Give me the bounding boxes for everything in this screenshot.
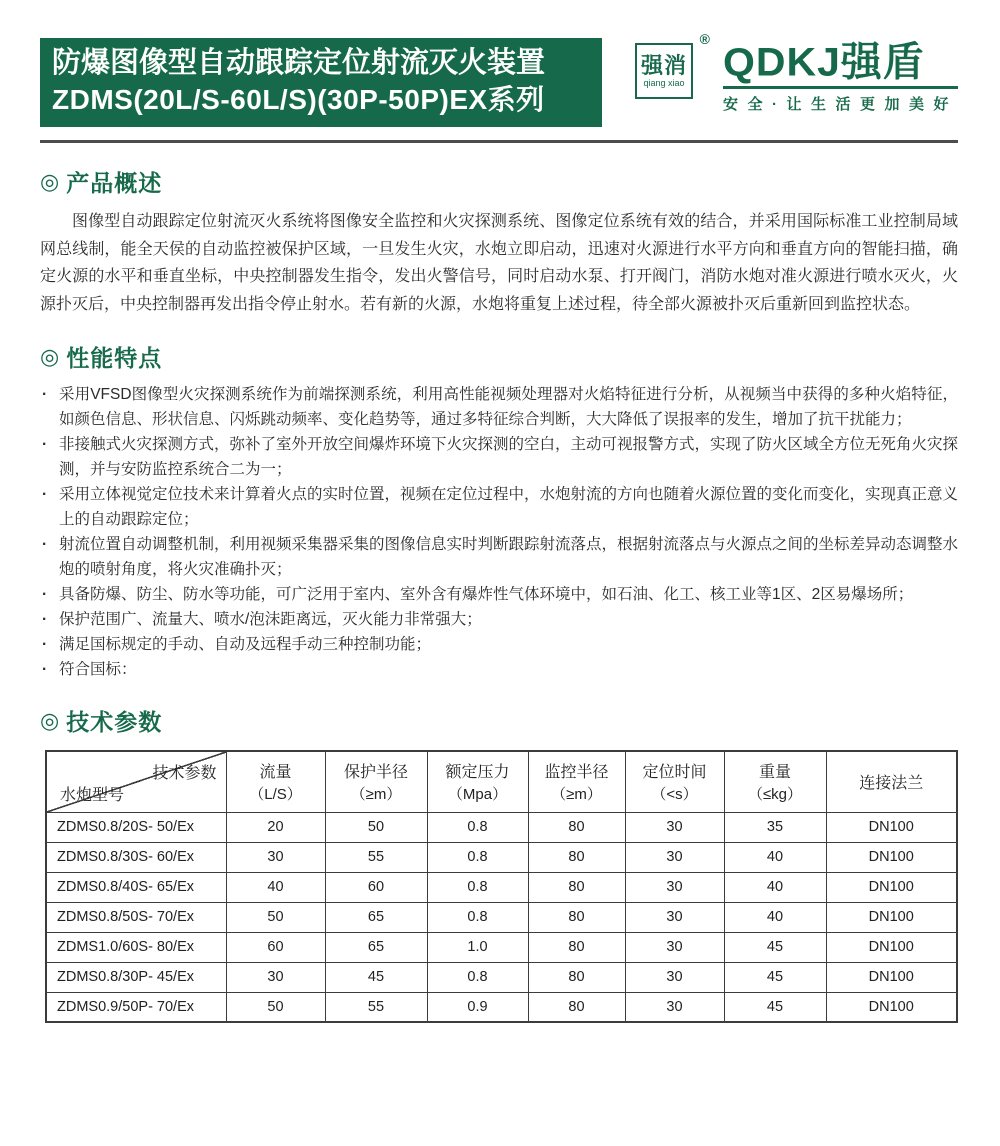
spec-flange-cell: DN100 (826, 812, 957, 842)
overview-section-heading (40, 165, 958, 198)
spec-row (46, 992, 957, 1022)
spec-flow-cell: 40 (226, 872, 325, 902)
spec-weight-cell: 45 (724, 962, 826, 992)
brand-slogan: 安全·让生活更加美好 (723, 96, 958, 113)
spec-column-header (427, 751, 528, 812)
spec-flow-cell: 30 (226, 842, 325, 872)
spec-protect-radius-cell: 45 (325, 962, 427, 992)
bullet-dot-icon: · (42, 486, 48, 503)
feature-item (42, 532, 958, 582)
spec-column-unit: （Mpa） (447, 786, 508, 804)
spec-column-label: 流量 (259, 764, 292, 782)
spec-pressure-cell: 0.9 (427, 992, 528, 1022)
registered-trademark-icon: ® (699, 31, 710, 47)
spec-column-label: 额定压力 (445, 764, 510, 782)
feature-text: 采用VFSD图像型火灾探测系统作为前端探测系统，利用高性能视频处理器对火焰特征进行分析，从视频当中获得的多种火焰特征，如颜色信息、形状信息、闪烁跳动频率、变化趋势等，通过多特征综合判断，大大降低了误报率的发生，增加了抗干扰能力； (59, 386, 958, 428)
spec-row (46, 842, 957, 872)
spec-model-cell: ZDMS1.0/60S- 80/Ex (46, 932, 226, 962)
spec-model-cell: ZDMS0.8/50S- 70/Ex (46, 902, 226, 932)
spec-pressure-cell: 0.8 (427, 812, 528, 842)
spec-corner-top-label: 技术参数 (152, 765, 217, 782)
bullet-dot-icon: · (42, 586, 48, 603)
spec-corner-bottom-label: 水炮型号 (60, 786, 125, 804)
spec-model-cell: ZDMS0.8/30P- 45/Ex (46, 962, 226, 992)
features-section-heading (40, 340, 958, 373)
spec-flow-cell: 20 (226, 812, 325, 842)
spec-pressure-cell: 0.8 (427, 842, 528, 872)
feature-item (42, 582, 958, 607)
spec-position-time-cell: 30 (625, 932, 724, 962)
feature-text: 采用立体视觉定位技术来计算着火点的实时位置，视频在定位过程中，水炮射流的方向也随着火源位置的变化而变化，实现真正意义上的自动跟踪定位； (59, 486, 959, 528)
spec-weight-cell: 45 (724, 932, 826, 962)
spec-weight-cell: 40 (724, 872, 826, 902)
spec-flow-cell: 30 (226, 962, 325, 992)
spec-protect-radius-cell: 55 (325, 842, 427, 872)
feature-text: 非接触式火灾探测方式，弥补了室外开放空间爆炸环境下火灾探测的空白，主动可视报警方式，实现了防火区域全方位无死角火灾探测，并与安防监控系统合二为一； (59, 436, 959, 478)
spec-protect-radius-cell: 65 (325, 902, 427, 932)
feature-text: 具备防爆、防尘、防水等功能，可广泛用于室内、室外含有爆炸性气体环境中，如石油、化工、核工业等1区、2区易爆场所； (59, 586, 914, 603)
feature-item (42, 432, 958, 482)
features-title: 性能特点 (66, 345, 163, 371)
bullet-dot-icon: · (42, 636, 48, 653)
spec-pressure-cell: 0.8 (427, 872, 528, 902)
spec-pressure-cell: 0.8 (427, 962, 528, 992)
bullet-dot-icon: · (42, 661, 48, 678)
spec-pressure-cell: 1.0 (427, 932, 528, 962)
spec-flange-cell: DN100 (826, 962, 957, 992)
spec-flange-cell: DN100 (826, 842, 957, 872)
spec-protect-radius-cell: 60 (325, 872, 427, 902)
spec-table (45, 750, 958, 1023)
bullet-dot-icon: · (42, 536, 48, 553)
page-header (0, 0, 1000, 127)
spec-column-header (826, 751, 957, 812)
spec-monitor-radius-cell: 80 (528, 932, 625, 962)
feature-text: 满足国标规定的手动、自动及远程手动三种控制功能； (59, 636, 432, 653)
spec-pressure-cell: 0.8 (427, 902, 528, 932)
spec-model-cell: ZDMS0.8/20S- 50/Ex (46, 812, 226, 842)
spec-column-header (625, 751, 724, 812)
spec-column-unit: （<s） (651, 786, 698, 804)
product-title-line1: 防爆图像型自动跟踪定位射流灭火装置 (52, 47, 546, 79)
spec-flange-cell: DN100 (826, 932, 957, 962)
feature-item (42, 607, 958, 632)
feature-text: 符合国标： (59, 661, 137, 678)
spec-column-header (724, 751, 826, 812)
spec-model-cell: ZDMS0.8/30S- 60/Ex (46, 842, 226, 872)
spec-column-label: 连接法兰 (859, 774, 924, 792)
spec-protect-radius-cell: 65 (325, 932, 427, 962)
brand-block (635, 31, 958, 114)
spec-monitor-radius-cell: 80 (528, 962, 625, 992)
feature-item (42, 657, 958, 682)
spec-column-unit: （≥m） (350, 786, 402, 804)
feature-text: 保护范围广、流量大、喷水/泡沫距离远，灭火能力非常强大； (59, 611, 482, 628)
spec-column-unit: （≥m） (551, 786, 602, 804)
feature-item (42, 632, 958, 657)
feature-item (42, 482, 958, 532)
spec-weight-cell: 45 (724, 992, 826, 1022)
spec-monitor-radius-cell: 80 (528, 842, 625, 872)
spec-corner-cell (46, 751, 226, 812)
specs-title: 技术参数 (66, 709, 163, 735)
spec-column-header (528, 751, 625, 812)
spec-flange-cell: DN100 (826, 872, 957, 902)
spec-row (46, 932, 957, 962)
spec-row (46, 902, 957, 932)
spec-flow-cell: 50 (226, 902, 325, 932)
spec-weight-cell: 35 (724, 812, 826, 842)
brand-logo (723, 41, 958, 114)
spec-protect-radius-cell: 50 (325, 812, 427, 842)
specs-section-heading (40, 704, 958, 737)
spec-column-label: 监控半径 (544, 764, 609, 782)
spec-position-time-cell: 30 (625, 902, 724, 932)
spec-column-header (325, 751, 427, 812)
spec-monitor-radius-cell: 80 (528, 992, 625, 1022)
spec-position-time-cell: 30 (625, 842, 724, 872)
spec-position-time-cell: 30 (625, 992, 724, 1022)
brand-logo-underline (723, 86, 958, 89)
brand-seal-pinyin: qiang xiao (643, 78, 685, 88)
spec-flow-cell: 50 (226, 992, 325, 1022)
spec-flange-cell: DN100 (826, 992, 957, 1022)
spec-table-wrapper (45, 750, 1000, 1023)
spec-column-unit: （L/S） (249, 786, 302, 804)
header-divider (40, 140, 958, 143)
spec-header-row (46, 751, 957, 812)
section-marker-icon: ◎ (40, 343, 60, 369)
bullet-dot-icon: · (42, 386, 48, 403)
spec-flange-cell: DN100 (826, 902, 957, 932)
spec-row (46, 962, 957, 992)
bullet-dot-icon: · (42, 611, 48, 628)
brand-seal (635, 31, 710, 99)
feature-text: 射流位置自动调整机制，利用视频采集器采集的图像信息实时判断跟踪射流落点，根据射流落点与火源点之间的坐标差异动态调整水炮的喷射角度，将火灾准确扑灭； (59, 536, 959, 578)
spec-model-cell: ZDMS0.9/50P- 70/Ex (46, 992, 226, 1022)
section-marker-icon: ◎ (40, 707, 60, 733)
spec-model-cell: ZDMS0.8/40S- 65/Ex (46, 872, 226, 902)
brand-seal-text: 强消 (640, 53, 687, 78)
spec-flow-cell: 60 (226, 932, 325, 962)
spec-position-time-cell: 30 (625, 872, 724, 902)
product-title-line2: ZDMS(20L/S-60L/S)(30P-50P)EX系列 (52, 84, 545, 115)
overview-paragraph: 图像型自动跟踪定位射流灭火系统将图像安全监控和火灾探测系统、图像定位系统有效的结合，并采用国际标准工业控制局域网总线制，能全天侯的自动监控被保护区域，一旦发生火灾，水炮立即启动，迅速对火源进行水平方向和垂直方向的智能扫描，确定火源的水平和垂直坐标，中央控制器发生指令，发出火警信号，同时启动水泵、打开阀门，消防水炮对准火源进行喷水灭火，火源扑灭后，中央控制器再发出指令停止射水。若有新的火源，水炮将重复上述过程，待全部火源被扑灭后重新回到监控状态。 (40, 213, 958, 313)
overview-title: 产品概述 (66, 170, 163, 196)
spec-column-unit: （≤kg） (747, 786, 803, 804)
spec-position-time-cell: 30 (625, 962, 724, 992)
spec-column-label: 定位时间 (642, 764, 707, 782)
spec-position-time-cell: 30 (625, 812, 724, 842)
spec-column-label: 保护半径 (343, 764, 408, 782)
spec-monitor-radius-cell: 80 (528, 902, 625, 932)
spec-row (46, 872, 957, 902)
spec-monitor-radius-cell: 80 (528, 872, 625, 902)
spec-row (46, 812, 957, 842)
spec-column-header (226, 751, 325, 812)
spec-column-label: 重量 (758, 764, 791, 782)
spec-weight-cell: 40 (724, 902, 826, 932)
bullet-dot-icon: · (42, 436, 48, 453)
features-list (42, 382, 958, 682)
product-title-banner (40, 38, 602, 127)
brand-logo-text: QDKJ强盾 (723, 39, 925, 85)
spec-weight-cell: 40 (724, 842, 826, 872)
section-marker-icon: ◎ (40, 168, 60, 194)
feature-item (42, 382, 958, 432)
spec-monitor-radius-cell: 80 (528, 812, 625, 842)
brand-seal-box (635, 43, 693, 99)
spec-protect-radius-cell: 55 (325, 992, 427, 1022)
